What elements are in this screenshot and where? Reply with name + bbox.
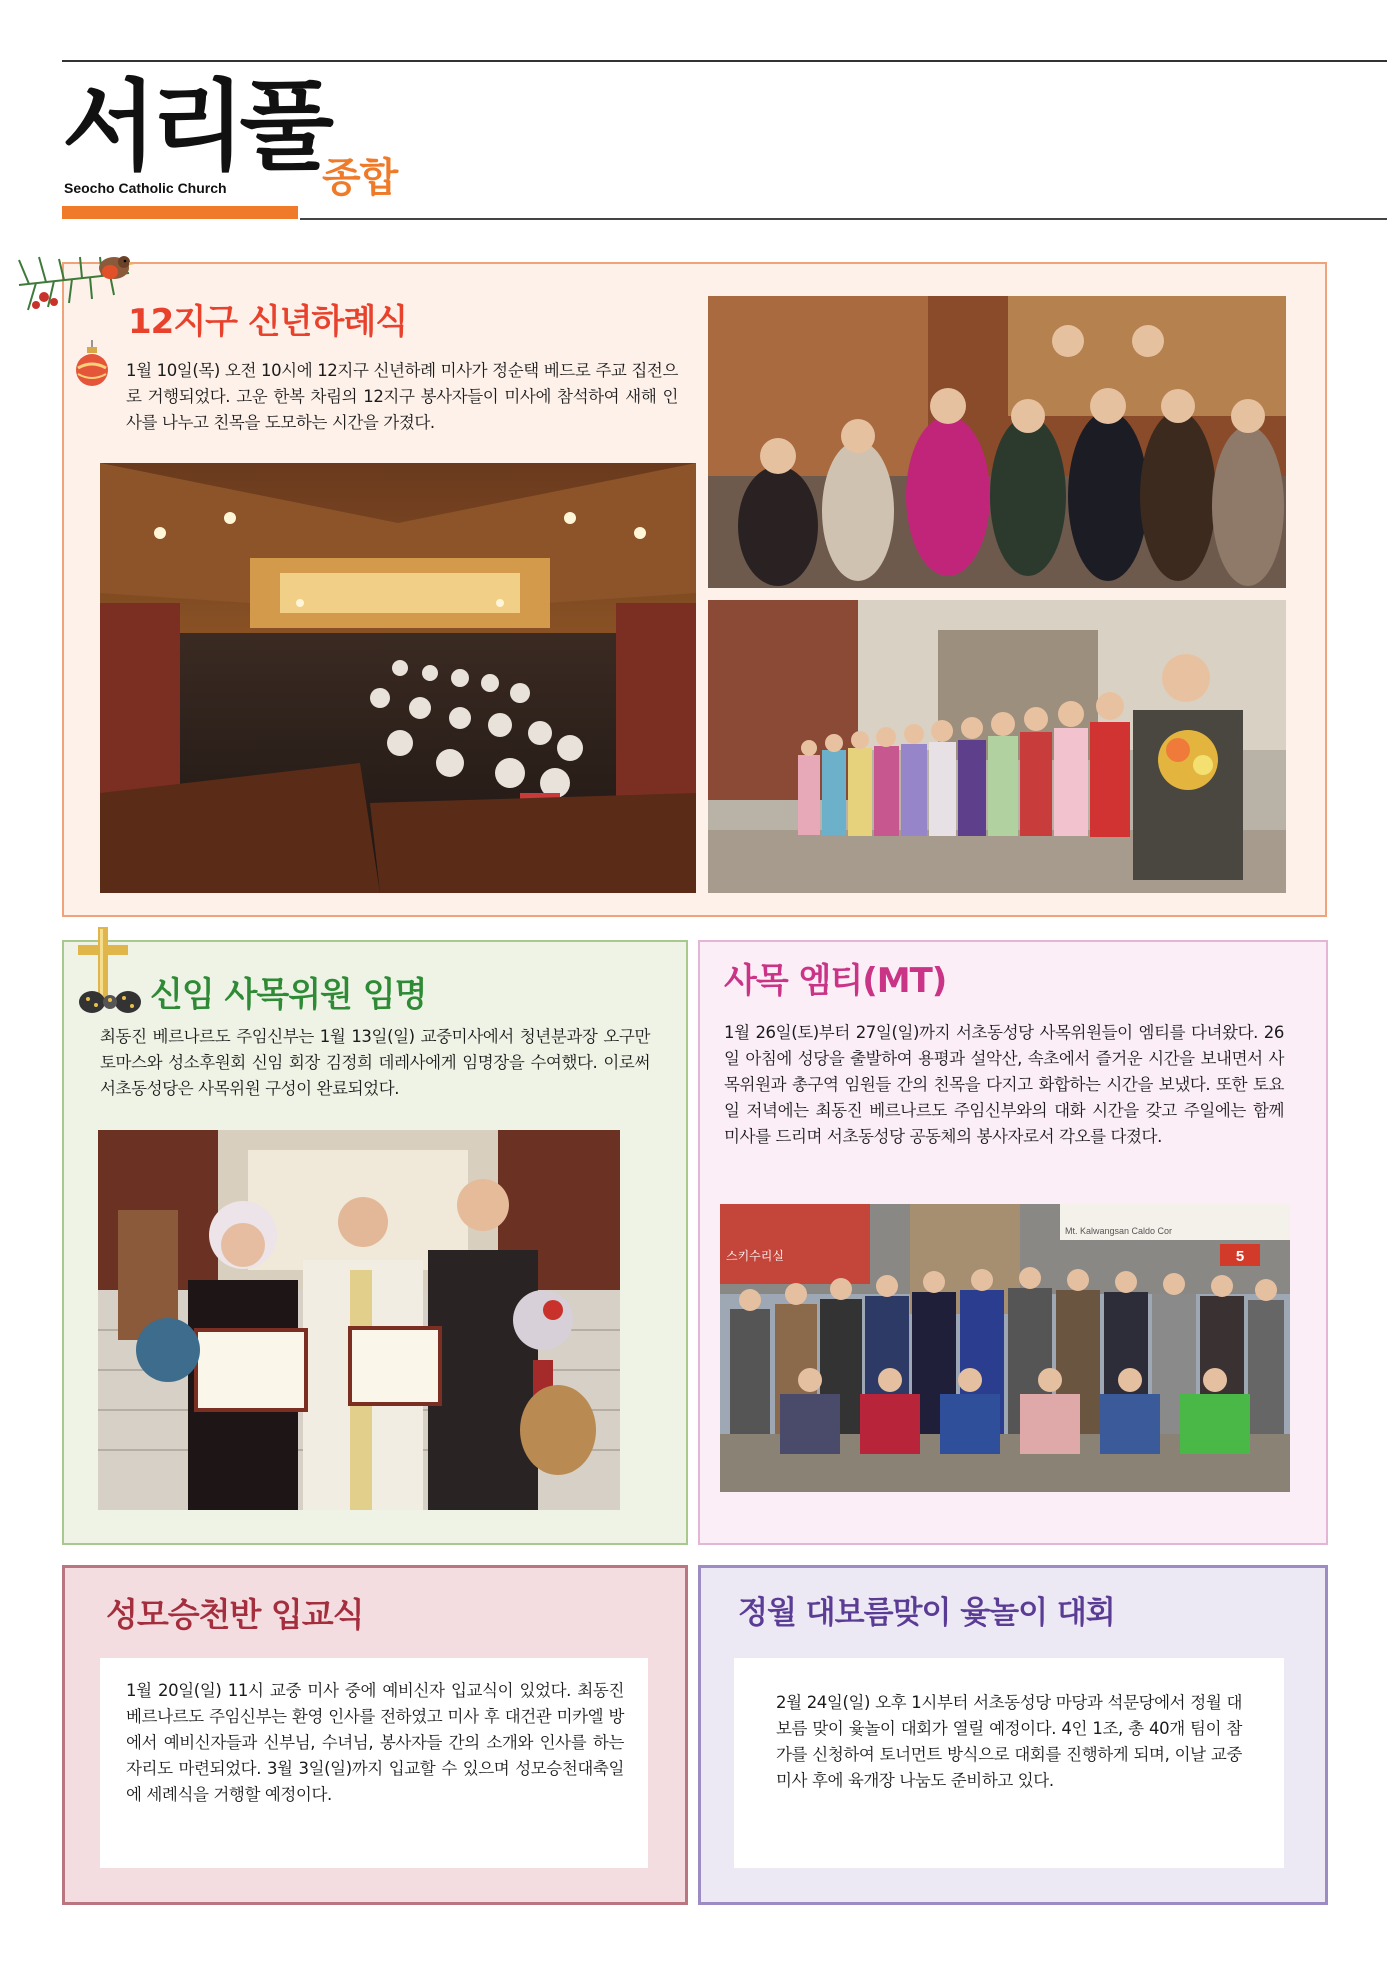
header-rule	[300, 218, 1387, 220]
photo-church-interior	[100, 463, 696, 893]
mt-sign-number: 5	[1235, 1248, 1245, 1265]
photo-appointment-ceremony	[98, 1130, 620, 1510]
top-rule	[62, 60, 1387, 62]
article-yut-title: 정월 대보름맞이 윷놀이 대회	[738, 1595, 1115, 1631]
article-appointment-title: 신임 사목위원 임명	[150, 975, 427, 1015]
masthead-accent-bar	[62, 206, 298, 219]
mt-sign-text: Mt. Kalwangsan Caldo Cor	[1065, 1226, 1173, 1236]
masthead-subtitle: Seocho Catholic Church	[64, 180, 227, 196]
article-newyear-body: 1월 10일(목) 오전 10시에 12지구 신년하례 미사가 정순택 베드로 주교 집전으로 거행되었다. 고운 한복 차림의 12지구 봉사자들이 미사에 참석하여 새해 인사를 나누고 친목을 도모하는 시간을 가졌다.	[126, 361, 678, 432]
photo-mt-group	[720, 1204, 1290, 1492]
article-newyear-title: 12지구 신년하례식	[128, 302, 408, 342]
article-mt-title: 사목 엠티(MT)	[724, 961, 947, 1001]
article-catechumen-body: 1월 20일(일) 11시 교중 미사 중에 예비신자 입교식이 있었다. 최동진 베르나르도 주임신부는 환영 인사를 전하였고 미사 후 대건관 미카엘 방에서 예비신자들과 신부님, 수녀님, 봉사자들 간의 소개와 인사를 하는 자리도 마련되었다. 3월 3일(일)까지 입교할 수 있으며 성모승천대축일에 세례식을 거행할 예정이다.	[126, 1681, 624, 1804]
mt-shop-sign: 스키수리실	[726, 1249, 784, 1263]
photo-hanbok-line	[708, 600, 1286, 893]
ornament-icon	[70, 340, 114, 388]
masthead-title: 서리풀	[62, 70, 329, 184]
bow-icon	[78, 985, 142, 1019]
photo-greeting-line	[708, 296, 1286, 588]
article-appointment-body: 최동진 베르나르도 주임신부는 1월 13일(일) 교중미사에서 청년분과장 오구만 토마스와 성소후원회 신임 회장 김정희 데레사에게 임명장을 수여했다. 이로써 서초동성당은 사목위원 구성이 완료되었다.	[100, 1027, 650, 1098]
section-label: 종합	[322, 155, 398, 201]
article-catechumen-title: 성모승천반 입교식	[106, 1595, 364, 1634]
robin-icon	[92, 250, 136, 284]
article-yut-body: 2월 24일(일) 오후 1시부터 서초동성당 마당과 석문당에서 정월 대보름 맞이 윷놀이 대회가 열릴 예정이다. 4인 1조, 총 40개 팀이 참가를 신청하여 토너먼트 방식으로 대회를 진행하게 되며, 이날 교중미사 후에 육개장 나눔도 준비하고 있다.	[776, 1693, 1242, 1790]
article-mt-body: 1월 26일(토)부터 27일(일)까지 서초동성당 사목위원들이 엠티를 다녀왔다. 26일 아침에 성당을 출발하여 용평과 설악산, 속초에서 즐거운 시간을 보내면서 사목위원과 총구역 임원들 간의 친목을 다지고 화합하는 시간을 보냈다. 또한 토요일 저녁에는 최동진 베르나르도 주임신부와의 대화 시간을 갖고 주일에는 함께 미사를 드리며 서초동성당 공동체의 봉사자로서 각오를 다졌다.	[724, 1023, 1284, 1146]
